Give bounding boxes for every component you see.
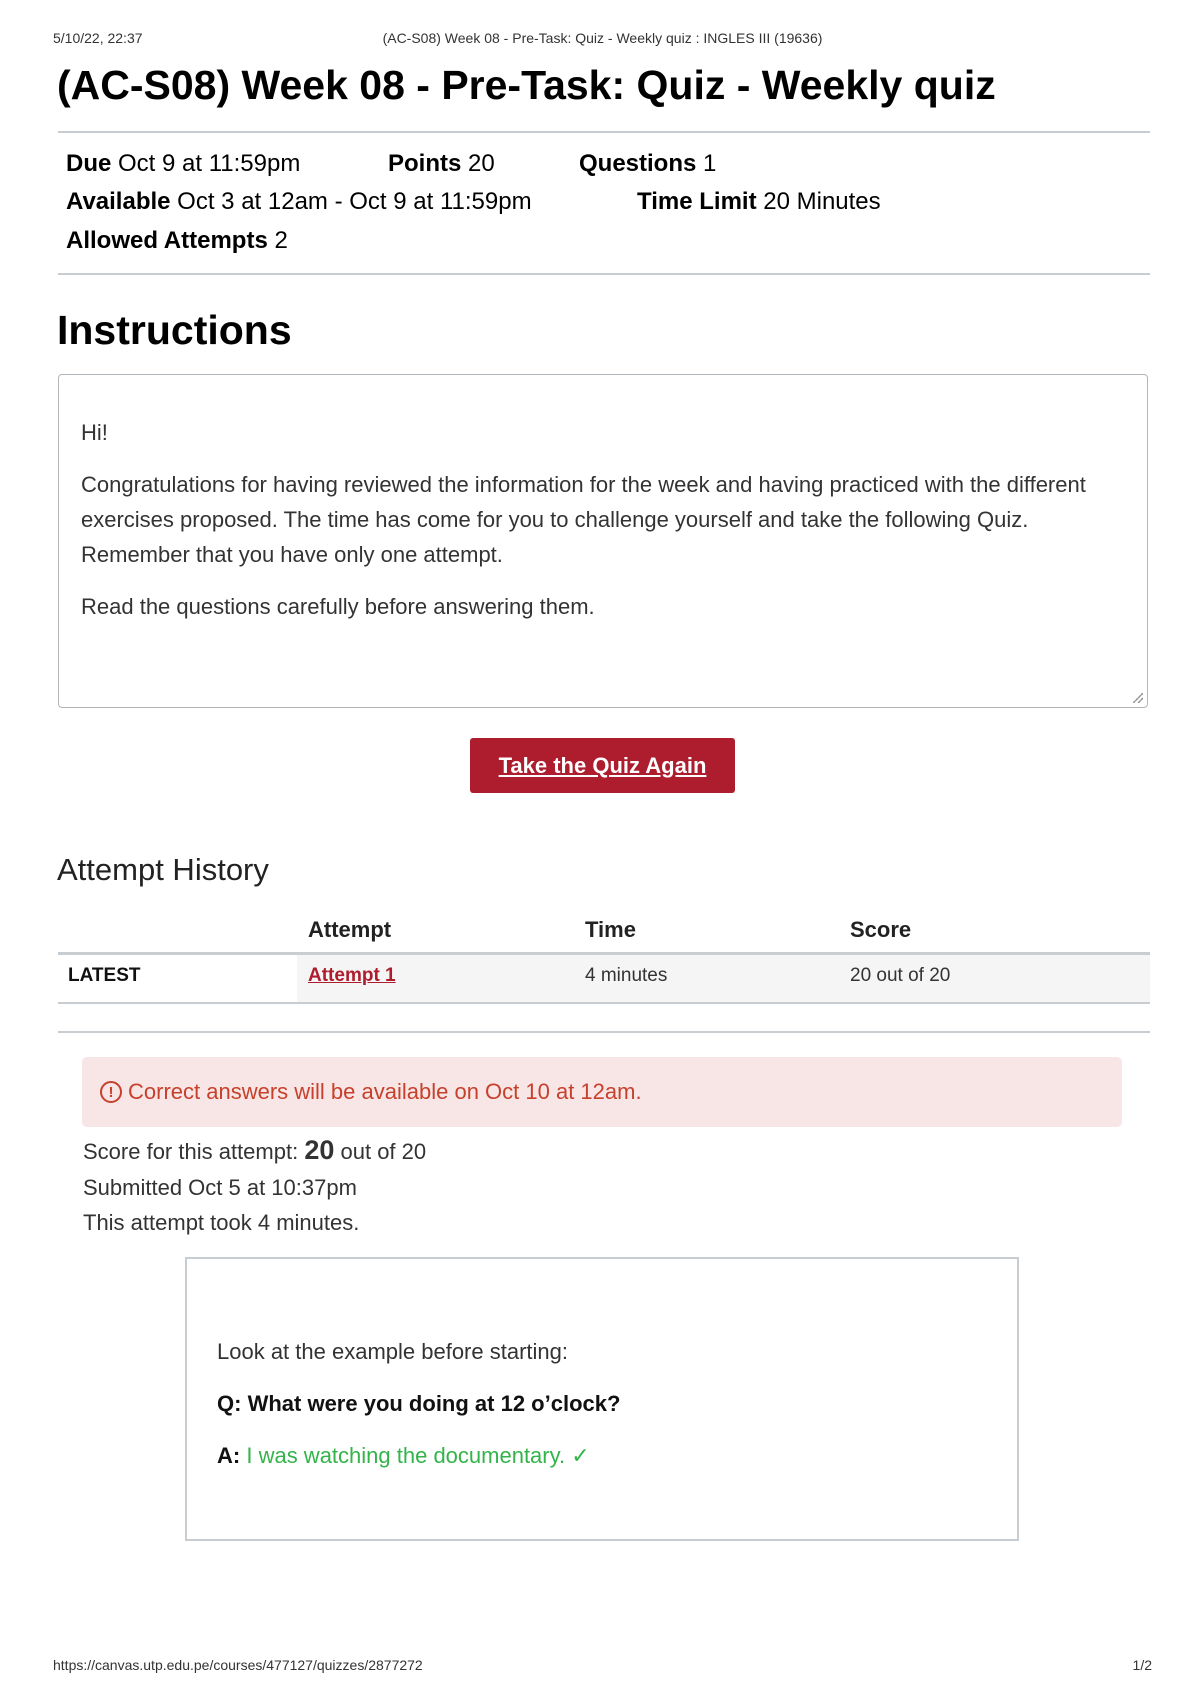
answer-text: I was watching the documentary. [246, 1443, 566, 1468]
print-page-number: 1/2 [1132, 1657, 1152, 1673]
time-limit-detail [637, 188, 881, 216]
details-row-1 [66, 150, 300, 178]
checkmark-icon: ✓ [571, 1443, 590, 1468]
instructions-box [58, 374, 1148, 708]
print-doc-title: (AC-S08) Week 08 - Pre-Task: Quiz - Weekly quiz : INGLES III (19636) [382, 30, 823, 46]
due-label: Due [66, 150, 112, 177]
print-url: https://canvas.utp.edu.pe/courses/477127/quizzes/2877272 [53, 1657, 423, 1673]
instructions-paragraph: Read the questions carefully before answering them. [81, 594, 595, 619]
table-row-rule [58, 1002, 1150, 1004]
time-limit-value: 20 Minutes [763, 188, 881, 215]
available-detail [66, 188, 532, 216]
score-label: Score for this attempt: [83, 1139, 299, 1164]
allowed-attempts-label: Allowed Attempts [66, 227, 268, 254]
score-suffix: out of 20 [340, 1139, 427, 1164]
question-text [217, 1391, 620, 1417]
question-body: What were you doing at 12 o’clock? [247, 1391, 621, 1416]
questions-detail [579, 150, 716, 178]
column-header-attempt: Attempt [308, 917, 392, 942]
print-date: 5/10/22, 22:37 [53, 30, 143, 46]
submitted-line: Submitted Oct 5 at 10:37pm [83, 1175, 357, 1200]
column-header-score: Score [850, 917, 912, 942]
questions-value: 1 [703, 150, 717, 177]
question-box [185, 1257, 1019, 1541]
instructions-greeting: Hi! [81, 420, 108, 445]
available-value: Oct 3 at 12am - Oct 9 at 11:59pm [177, 188, 532, 215]
correct-answers-alert [82, 1057, 1122, 1127]
duration-line: This attempt took 4 minutes. [83, 1210, 360, 1235]
attempt-score: 20 out of 20 [850, 965, 951, 986]
allowed-attempts-detail [66, 227, 288, 255]
due-detail [66, 150, 300, 177]
take-quiz-again-button[interactable]: Take the Quiz Again [470, 738, 735, 793]
time-limit-label: Time Limit [637, 188, 757, 215]
points-label: Points [388, 150, 462, 177]
attempt-1-link[interactable]: Attempt 1 [308, 965, 396, 986]
divider [58, 273, 1150, 275]
questions-label: Questions [579, 150, 697, 177]
score-line [83, 1135, 426, 1166]
attempt-time: 4 minutes [585, 965, 668, 986]
table-row [297, 955, 1150, 1002]
score-value: 20 [304, 1135, 335, 1165]
allowed-attempts-value: 2 [274, 227, 288, 254]
exclamation-circle-icon: ! [100, 1081, 122, 1103]
answer-prefix: A: [217, 1443, 241, 1468]
question-prefix: Q: [217, 1391, 242, 1416]
points-value: 20 [468, 150, 495, 177]
page-title: (AC-S08) Week 08 - Pre-Task: Quiz - Weekly quiz [57, 62, 996, 108]
latest-label: LATEST [68, 965, 141, 986]
available-label: Available [66, 188, 171, 215]
attempt-history-heading: Attempt History [57, 852, 269, 887]
divider [58, 1031, 1150, 1033]
question-intro: Look at the example before starting: [217, 1339, 568, 1364]
points-detail [388, 150, 495, 178]
answer-line [217, 1443, 590, 1469]
divider [58, 131, 1150, 133]
instructions-heading: Instructions [57, 307, 292, 353]
alert-text: Correct answers will be available on Oct 10 at 12am. [128, 1079, 642, 1104]
column-header-time: Time [585, 917, 636, 942]
due-value: Oct 9 at 11:59pm [118, 150, 301, 177]
instructions-paragraph: Congratulations for having reviewed the information for the week and having practiced with the different exercises proposed. The time has come for you to challenge yourself and take the following Quiz. Remember that you have only one attempt. [81, 472, 1086, 567]
resize-grip-icon[interactable] [1133, 693, 1143, 703]
